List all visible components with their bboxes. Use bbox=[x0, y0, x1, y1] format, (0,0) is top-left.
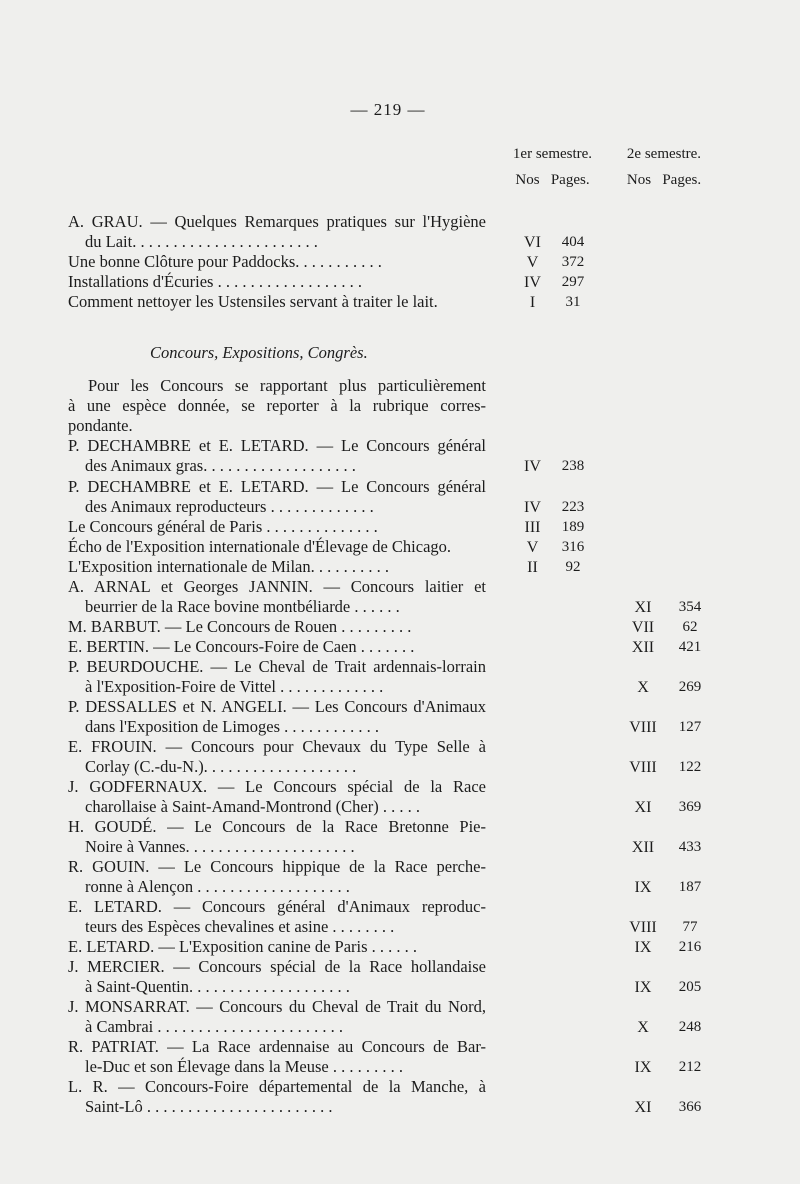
entry-title-line: P. BEURDOUCHE. — Le Cheval de Trait ardennais-lorrain bbox=[68, 657, 486, 676]
semester2-page: 216 bbox=[678, 939, 702, 955]
entry-title-line: Écho de l'Exposition internationale d'Élevage de Chicago. bbox=[68, 537, 452, 556]
entry-title-line: P. DESSALLES et N. ANGELI. — Les Concours d'Animaux bbox=[68, 697, 486, 716]
semester2-no-label: Nos bbox=[626, 172, 652, 188]
semester1-number: IV bbox=[524, 458, 541, 475]
semester1-number: IV bbox=[524, 499, 541, 516]
entry-title-line: Installations d'Écuries . . . . . . . . . . . . . . . . . . bbox=[68, 272, 362, 291]
semester2-number: IX bbox=[634, 1059, 652, 1076]
intro-line: Pour les Concours se rapportant plus particulièrement bbox=[88, 376, 486, 395]
entry-continuation-line: à Cambrai . . . . . . . . . . . . . . . . . . . . . . . bbox=[85, 1017, 344, 1036]
semester2-title: 2e semestre. bbox=[626, 146, 702, 162]
entry-continuation-line: le-Duc et son Élevage dans la Meuse . . . . . . . . . bbox=[85, 1057, 403, 1076]
entry-continuation-line: charollaise à Saint-Amand-Montrond (Cher) . . . . . bbox=[85, 797, 420, 816]
semester1-page: 223 bbox=[561, 499, 585, 515]
intro-line: pondante. bbox=[68, 416, 133, 435]
entry-title-line: E. FROUIN. — Concours pour Chevaux du Type Selle à bbox=[68, 737, 486, 756]
entry-title-line: P. DECHAMBRE et E. LETARD. — Le Concours général bbox=[68, 436, 486, 455]
semester1-number: V bbox=[526, 254, 539, 271]
entry-title-line: A. GRAU. — Quelques Remarques pratiques sur l'Hygiène bbox=[68, 212, 486, 231]
entry-continuation-line: dans l'Exposition de Limoges . . . . . . . . . . . . bbox=[85, 717, 379, 736]
semester1-subheader bbox=[505, 172, 600, 189]
semester2-page: 127 bbox=[678, 719, 702, 735]
entry-title-line: R. PATRIAT. — La Race ardennaise au Concours de Bar- bbox=[68, 1037, 486, 1056]
semester1-number: IV bbox=[524, 274, 541, 291]
entry-continuation-line: ronne à Alençon . . . . . . . . . . . . . . . . . . . bbox=[85, 877, 350, 896]
semester1-page: 297 bbox=[561, 274, 585, 290]
semester1-number: III bbox=[524, 519, 541, 536]
entry-continuation-line: Saint-Lô . . . . . . . . . . . . . . . . . . . . . . . bbox=[85, 1097, 333, 1116]
semester2-number: IX bbox=[634, 939, 652, 956]
semester2-number: VIII bbox=[629, 719, 657, 736]
entry-continuation-line: des Animaux gras. . . . . . . . . . . . . . . . . . . bbox=[85, 456, 356, 475]
semester2-page: 212 bbox=[678, 1059, 702, 1075]
entry-title-line: L. R. — Concours-Foire départemental de la Manche, à bbox=[68, 1077, 486, 1096]
semester1-number: II bbox=[527, 559, 538, 576]
entry-continuation-line: des Animaux reproducteurs . . . . . . . . . . . . . bbox=[85, 497, 374, 516]
semester2-header bbox=[614, 146, 714, 163]
semester2-number: X bbox=[637, 1019, 649, 1036]
entry-continuation-line: Noire à Vannes. . . . . . . . . . . . . . . . . . . . . bbox=[85, 837, 355, 856]
entry-title-line: M. BARBUT. — Le Concours de Rouen . . . . . . . . . bbox=[68, 617, 412, 636]
semester1-page: 92 bbox=[565, 559, 581, 575]
entry-continuation-line: du Lait. . . . . . . . . . . . . . . . . . . . . . . bbox=[85, 232, 318, 251]
entry-title-line: A. ARNAL et Georges JANNIN. — Concours laitier et bbox=[68, 577, 486, 596]
semester2-page: 122 bbox=[678, 759, 702, 775]
semester1-page: 31 bbox=[565, 294, 581, 310]
semester2-number: X bbox=[637, 679, 649, 696]
semester2-number: IX bbox=[634, 979, 652, 996]
semester2-page: 205 bbox=[678, 979, 702, 995]
entry-continuation-line: Corlay (C.-du-N.). . . . . . . . . . . . . . . . . . . bbox=[85, 757, 357, 776]
semester2-number: VIII bbox=[629, 759, 657, 776]
semester1-title: 1er semestre. bbox=[512, 146, 593, 162]
entry-title-line: E. BERTIN. — Le Concours-Foire de Caen . . . . . . . bbox=[68, 637, 415, 656]
entry-title-line: R. GOUIN. — Le Concours hippique de la Race perche- bbox=[68, 857, 486, 876]
semester1-header bbox=[505, 146, 600, 163]
entry-title-line: P. DECHAMBRE et E. LETARD. — Le Concours général bbox=[68, 477, 486, 496]
semester1-page: 372 bbox=[561, 254, 585, 270]
semester2-page: 354 bbox=[678, 599, 702, 615]
entry-title-line: E. LETARD. — Concours général d'Animaux reproduc- bbox=[68, 897, 486, 916]
section-title: Concours, Expositions, Congrès. bbox=[150, 343, 368, 362]
entry-title-line: L'Exposition internationale de Milan. . . . . . . . . . bbox=[68, 557, 390, 576]
semester2-number: VIII bbox=[629, 919, 657, 936]
semester2-page: 366 bbox=[678, 1099, 702, 1115]
semester1-pages-label: Pages. bbox=[550, 172, 590, 188]
entry-continuation-line: à Saint-Quentin. . . . . . . . . . . . . . . . . . . . bbox=[85, 977, 350, 996]
entry-title-line: J. GODFERNAUX. — Le Concours spécial de la Race bbox=[68, 777, 486, 796]
semester2-number: XI bbox=[634, 1099, 652, 1116]
entry-title-line: J. MERCIER. — Concours spécial de la Race hollandaise bbox=[68, 957, 486, 976]
semester2-number: IX bbox=[634, 879, 652, 896]
semester2-page: 369 bbox=[678, 799, 702, 815]
entry-continuation-line: teurs des Espèces chevalines et asine . . . . . . . . bbox=[85, 917, 395, 936]
entry-title-line: E. LETARD. — L'Exposition canine de Paris . . . . . . bbox=[68, 937, 418, 956]
semester2-number: XII bbox=[631, 839, 655, 856]
semester1-page: 316 bbox=[561, 539, 585, 555]
semester2-page: 248 bbox=[678, 1019, 702, 1035]
semester1-page: 404 bbox=[561, 234, 585, 250]
semester2-number: XI bbox=[634, 799, 652, 816]
entry-title-line: Comment nettoyer les Ustensiles servant à traiter le lait. bbox=[68, 292, 438, 311]
semester2-pages-label: Pages. bbox=[662, 172, 702, 188]
section-intro bbox=[68, 376, 486, 436]
semester1-page: 238 bbox=[561, 458, 585, 474]
semester1-number: I bbox=[529, 294, 536, 311]
semester1-number: V bbox=[526, 539, 539, 556]
semester2-page: 62 bbox=[682, 619, 698, 635]
semester2-page: 187 bbox=[678, 879, 702, 895]
entry-title-line: Une bonne Clôture pour Paddocks. . . . . . . . . . . bbox=[68, 252, 382, 271]
semester2-page: 433 bbox=[678, 839, 702, 855]
semester1-number: VI bbox=[524, 234, 541, 251]
semester2-subheader bbox=[614, 172, 714, 189]
semester2-page: 77 bbox=[682, 919, 698, 935]
semester2-page: 421 bbox=[678, 639, 702, 655]
intro-line: à une espèce donnée, se reporter à la rubrique corres- bbox=[68, 396, 486, 415]
semester2-number: VII bbox=[631, 619, 655, 636]
semester2-number: XII bbox=[631, 639, 655, 656]
semester2-number: XI bbox=[634, 599, 652, 616]
entry-title-line: H. GOUDÉ. — Le Concours de la Race Bretonne Pie- bbox=[68, 817, 486, 836]
entry-continuation-line: à l'Exposition-Foire de Vittel . . . . . . . . . . . . . bbox=[85, 677, 384, 696]
entry-title-line: Le Concours général de Paris . . . . . . . . . . . . . . bbox=[68, 517, 378, 536]
page-number: — 219 — bbox=[350, 100, 426, 119]
semester1-no-label: Nos bbox=[515, 172, 540, 188]
entry-title-line: J. MONSARRAT. — Concours du Cheval de Trait du Nord, bbox=[68, 997, 486, 1016]
semester1-page: 189 bbox=[561, 519, 585, 535]
semester2-page: 269 bbox=[678, 679, 702, 695]
entry-continuation-line: beurrier de la Race bovine montbéliarde . . . . . . bbox=[85, 597, 400, 616]
